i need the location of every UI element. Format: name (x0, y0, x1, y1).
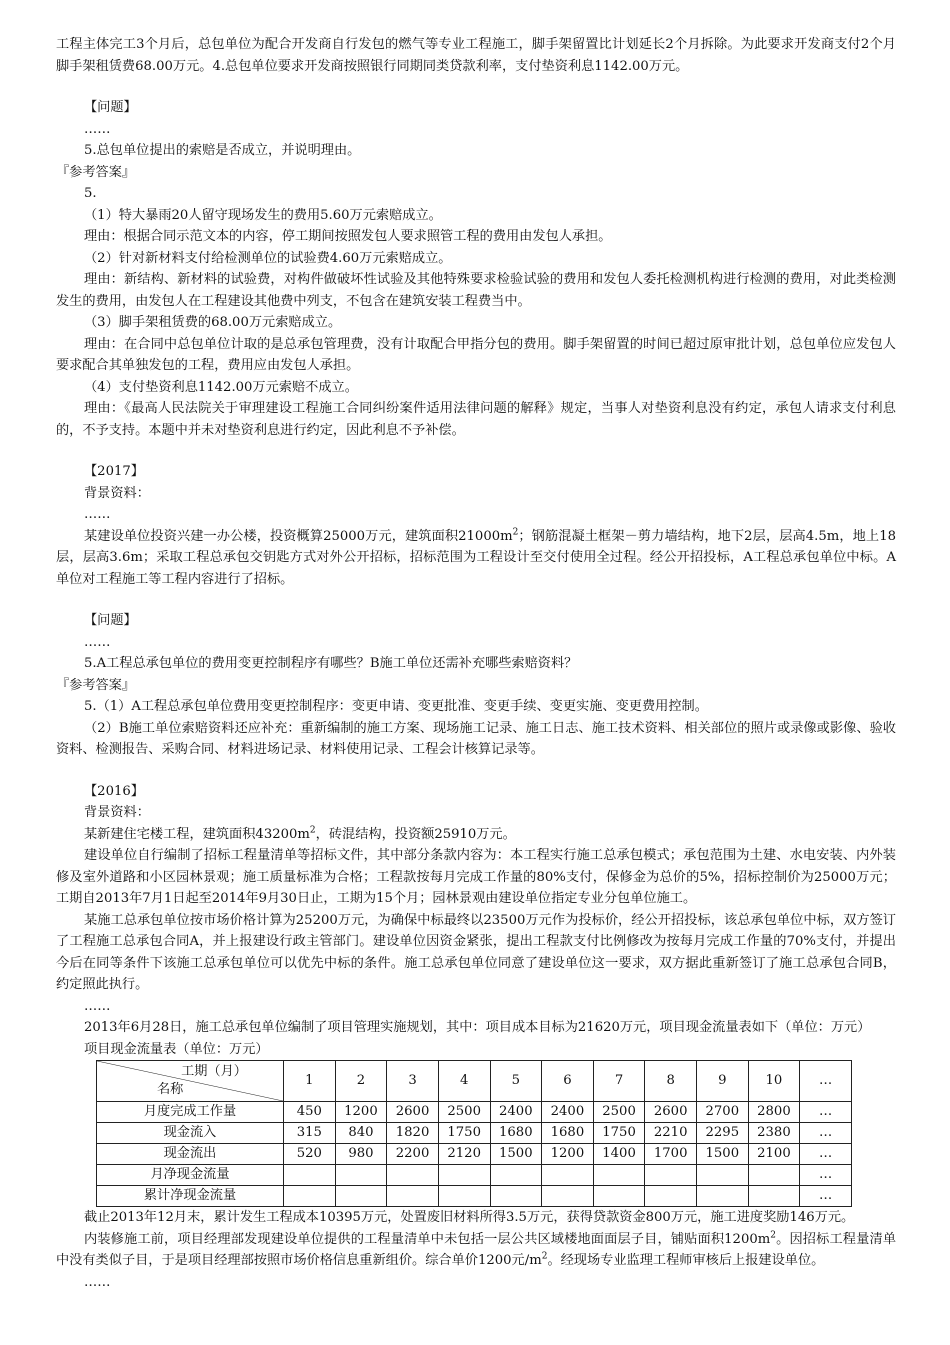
month-header-cell: 8 (645, 1061, 697, 1102)
value-cell (697, 1186, 749, 1207)
ellipsis: …… (84, 634, 111, 650)
paragraph: 2013年6月28日，施工总承包单位编制了项目管理实施规划，其中：项目成本目标为21620万元，项目现金流量表如下（单位：万元） (84, 1020, 871, 1035)
row-name-cell: 现金流入 (97, 1123, 284, 1144)
month-header-cell: 2 (335, 1061, 387, 1102)
value-cell (438, 1165, 490, 1186)
table-row (97, 1123, 852, 1144)
cash-flow-table-wrap (96, 1060, 909, 1207)
answer-item: （2）针对新材料支付给检测单位的试验费4.60万元索赔成立。 (84, 250, 452, 266)
table-caption: 项目现金流量表（单位：万元） (84, 1041, 269, 1057)
value-cell: … (800, 1102, 852, 1123)
value-cell: 1500 (697, 1144, 749, 1165)
value-cell: 1820 (387, 1123, 439, 1144)
value-cell: 2600 (645, 1102, 697, 1123)
value-cell: 2400 (490, 1102, 542, 1123)
value-cell: … (800, 1165, 852, 1186)
value-cell: 1500 (490, 1144, 542, 1165)
background-label: 背景资料： (84, 485, 150, 501)
paragraph: 工程主体完工3个月后，总包单位为配合开发商自行发包的燃气等专业工程施工，脚手架留置比计划延长2个月拆除。为此要求开发商支付2个月脚手架租赁费68.00万元。4.总包单位要求开发商按照银行同期同类贷款利率，支付垫资利息1142.00万元。 (56, 37, 896, 74)
question: 5.A工程总承包单位的费用变更控制程序有哪些？B施工单位还需补充哪些索赔资料？ (84, 656, 578, 671)
answer-number: 5. (84, 186, 97, 201)
value-cell: 2200 (387, 1144, 439, 1165)
value-cell: 2210 (645, 1123, 697, 1144)
value-cell (387, 1165, 439, 1186)
value-cell: 1200 (335, 1102, 387, 1123)
table-header-row (97, 1061, 852, 1102)
value-cell (490, 1165, 542, 1186)
value-cell: 980 (335, 1144, 387, 1165)
value-cell: 1750 (438, 1123, 490, 1144)
value-cell (697, 1165, 749, 1186)
question: 5.总包单位提出的索赔是否成立，并说明理由。 (84, 143, 361, 158)
value-cell: 315 (284, 1123, 336, 1144)
paragraph: 建设单位自行编制了招标工程量清单等招标文件，其中部分条款内容为：本工程实行施工总承包模式；承包范围为土建、水电安装、内外装修及室外道路和小区园林景观；施工质量标准为合格；工程款按每月完成工作量的80%支付，保修金为总价的5%，招标控制价为25000万元；工期自2013年7月1日起至2014年9月30日止，工期为15个月；园林景观由建设单位指定专业分包单位施工。 (56, 848, 896, 906)
value-cell (284, 1165, 336, 1186)
value-cell (335, 1186, 387, 1207)
month-header-cell: … (800, 1061, 852, 1102)
answer-item: 5.（1）A工程总承包单位费用变更控制程序：变更申请、变更批准、变更手续、变更实施、变更费用控制。 (84, 699, 708, 714)
value-cell: 1200 (542, 1144, 594, 1165)
answer-reason: 理由：《最高人民法院关于审理建设工程施工合同纠纷案件适用法律问题的解释》规定，当事人对垫资利息没有约定，承包人请求支付利息的，不予支持。本题中并未对垫资利息进行约定，因此利息不予补偿。 (56, 401, 896, 438)
paragraph: 某新建住宅楼工程，建筑面积$43200m^2$，砖混结构，投资额25910万元。 (84, 825, 516, 842)
month-header-cell: 7 (593, 1061, 645, 1102)
value-cell: 2100 (748, 1144, 800, 1165)
value-cell (335, 1165, 387, 1186)
value-cell: 2500 (593, 1102, 645, 1123)
answer-reason: 理由：根据合同示范文本的内容，停工期间按照发包人要求照管工程的费用由发包人承担。 (84, 229, 612, 244)
value-cell (542, 1186, 594, 1207)
table-row (97, 1144, 852, 1165)
section-heading: 【问题】 (84, 613, 137, 628)
row-name-cell: 累计净现金流量 (97, 1186, 284, 1207)
cash-flow-table (96, 1060, 852, 1207)
answer-item: （2）B施工单位索赔资料还应补充：重新编制的施工方案、现场施工记录、施工日志、施工技术资料、相关部位的照片或录像或影像、验收资料、检测报告、采购合同、材料进场记录、材料使用记录、工程会计核算记录等。 (56, 720, 896, 757)
value-cell: … (800, 1144, 852, 1165)
row-name-cell: 月净现金流量 (97, 1165, 284, 1186)
table-row (97, 1186, 852, 1207)
paragraph: 内装修施工前，项目经理部发现建设单位提供的工程量清单中未包括一层公共区域楼地面面层子目，铺贴面积$1200m^2$。因招标工程量清单中没有类似子目，于是项目经理部按照市场价格信息重新组价。综合单价1200元$/m^2$。经现场专业监理工程师审核后上报建设单位。 (56, 1230, 897, 1268)
ellipsis: …… (84, 998, 111, 1014)
month-header-cell: 4 (438, 1061, 490, 1102)
value-cell: 1680 (490, 1123, 542, 1144)
table-row (97, 1165, 852, 1186)
answer-heading: 『参考答案』 (56, 677, 136, 693)
value-cell: 1700 (645, 1144, 697, 1165)
year-heading: 【2017】 (84, 464, 144, 479)
row-name-cell: 现金流出 (97, 1144, 284, 1165)
answer-reason: 理由：在合同中总包单位计取的是总承包管理费，没有计取配合甲指分包的费用。脚手架留置的时间已超过原审批计划，总包单位应发包人要求配合其单独发包的工程，费用应由发包人承担。 (56, 336, 896, 373)
value-cell: 2800 (748, 1102, 800, 1123)
ellipsis: …… (84, 1274, 111, 1290)
background-label: 背景资料： (84, 805, 150, 820)
value-cell (748, 1165, 800, 1186)
paragraph: 截止2013年12月末，累计发生工程成本10395万元，处置废旧材料所得3.5万元，获得贷款资金800万元，施工进度奖励146万元。 (84, 1210, 855, 1225)
value-cell: … (800, 1123, 852, 1144)
month-header-cell: 1 (284, 1061, 336, 1102)
value-cell (438, 1186, 490, 1207)
value-cell (542, 1165, 594, 1186)
value-cell: 2380 (748, 1123, 800, 1144)
section-heading: 【问题】 (84, 100, 137, 115)
answer-item: （1）特大暴雨20人留守现场发生的费用5.60万元索赔成立。 (84, 207, 442, 223)
month-header-cell: 5 (490, 1061, 542, 1102)
value-cell (645, 1165, 697, 1186)
value-cell: 450 (284, 1102, 336, 1123)
value-cell: 2600 (387, 1102, 439, 1123)
row-name-cell: 月度完成工作量 (97, 1102, 284, 1123)
value-cell: 2500 (438, 1102, 490, 1123)
header-name-label: 名称 (157, 1082, 184, 1097)
value-cell: … (800, 1186, 852, 1207)
value-cell (387, 1186, 439, 1207)
value-cell: 520 (284, 1144, 336, 1165)
answer-heading: 『参考答案』 (56, 164, 136, 180)
header-period-label: 工期（月） (181, 1064, 247, 1079)
value-cell (645, 1186, 697, 1207)
answer-item: （4）支付垫资利息1142.00万元索赔不成立。 (84, 379, 358, 395)
value-cell: 1680 (542, 1123, 594, 1144)
ellipsis: …… (84, 121, 111, 137)
paragraph: 某建设单位投资兴建一办公楼，投资概算25000万元，建筑面积$21000m^2$；钢筋混凝土框架－剪力墙结构，地下2层，层高4.5m，地上18层，层高3.6m；采取工程总承包交钥匙方式对外公开招标，招标范围为工程设计至交付使用全过程。经公开招投标，A工程总承包单位中标。A单位对工程施工等工程内容进行了招标。 (56, 527, 896, 587)
value-cell (593, 1186, 645, 1207)
month-header-cell: 10 (748, 1061, 800, 1102)
answer-item: （3）脚手架租赁费的68.00万元索赔成立。 (84, 315, 342, 330)
month-header-cell: 3 (387, 1061, 439, 1102)
month-header-cell: 9 (697, 1061, 749, 1102)
value-cell: 1750 (593, 1123, 645, 1144)
value-cell: 2400 (542, 1102, 594, 1123)
value-cell (748, 1186, 800, 1207)
year-heading: 【2016】 (84, 783, 144, 799)
value-cell: 840 (335, 1123, 387, 1144)
value-cell: 2120 (438, 1144, 490, 1165)
value-cell (593, 1165, 645, 1186)
paragraph: 某施工总承包单位按市场价格计算为25200万元，为确保中标最终以23500万元作为投标价，经公开招投标，该总承包单位中标，双方签订了工程施工总承包合同A，并上报建设行政主管部门。建设单位因资金紧张，提出工程款支付比例修改为按每月完成工作量的70%支付，并提出今后在同等条件下该施工总承包单位可以优先中标的条件。施工总承包单位同意了建设单位这一要求，双方据此重新签订了施工总承包合同B，约定照此执行。 (56, 912, 896, 992)
answer-reason: 理由：新结构、新材料的试验费，对构件做破坏性试验及其他特殊要求检验试验的费用和发包人委托检测机构进行检测的费用，对此类检测发生的费用，由发包人在工程建设其他费中列支，不包含在建筑安装工程费当中。 (56, 272, 896, 309)
value-cell (284, 1186, 336, 1207)
value-cell: 1400 (593, 1144, 645, 1165)
document-page (56, 34, 896, 1293)
value-cell: 2700 (697, 1102, 749, 1123)
table-corner-cell (97, 1061, 284, 1102)
value-cell (490, 1186, 542, 1207)
ellipsis: …… (84, 507, 111, 522)
table-row (97, 1102, 852, 1123)
month-header-cell: 6 (542, 1061, 594, 1102)
value-cell: 2295 (697, 1123, 749, 1144)
